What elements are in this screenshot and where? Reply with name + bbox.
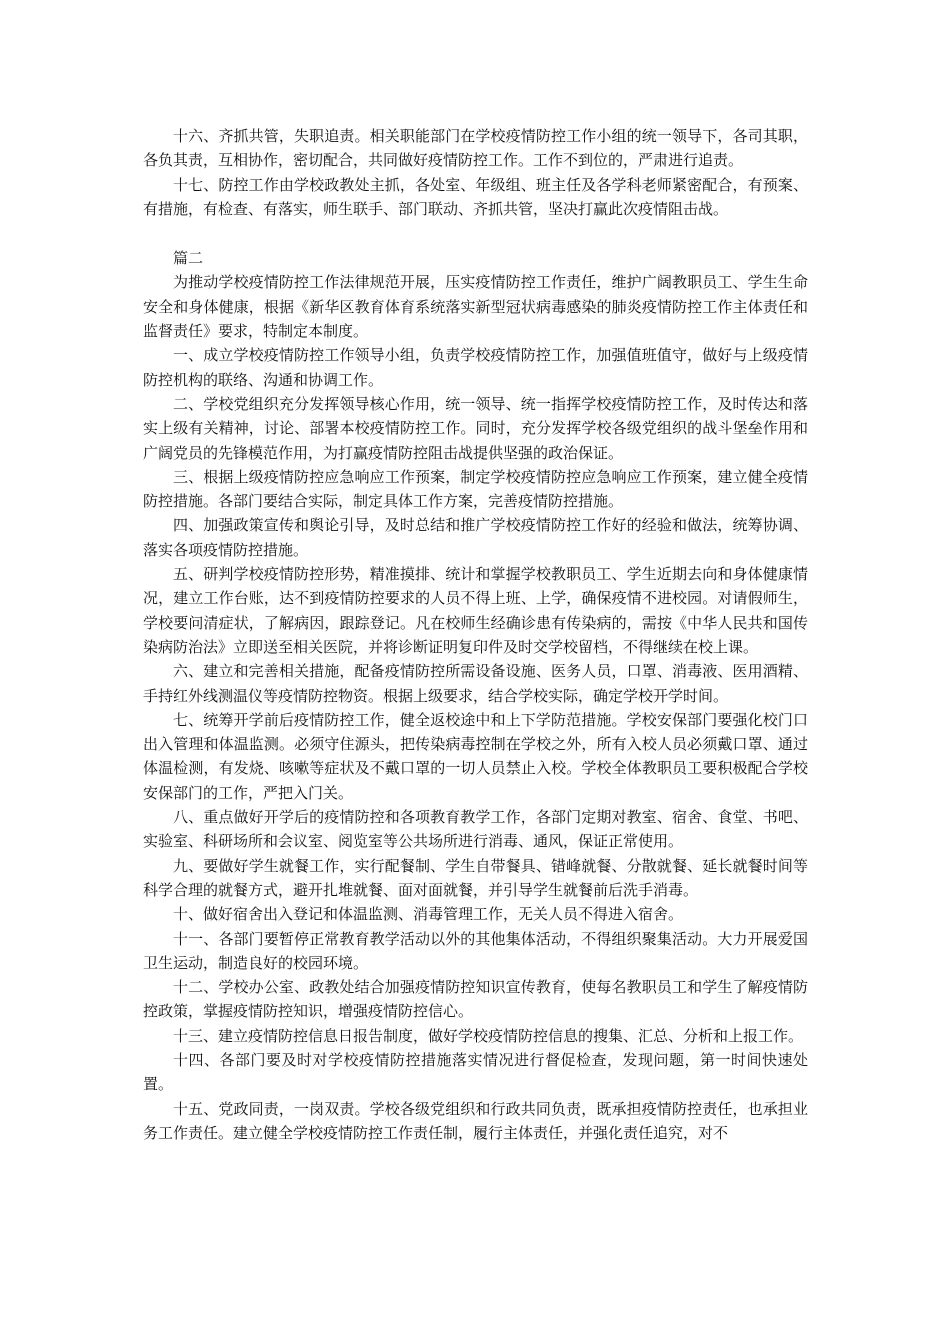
paragraph-12: 十二、学校办公室、政教处结合加强疫情防控知识宣传教育，使每名教职员工和学生了解疫情防控政策，掌握疫情防控知识，增强疫情防控信心。 [143, 978, 808, 1021]
paragraph-17: 十七、防控工作由学校政教处主抓，各处室、年级组、班主任及各学科老师紧密配合，有预案、有措施，有检查、有落实，师生联手、部门联动、齐抓共管，坚决打赢此次疫情阻击战。 [143, 175, 808, 218]
paragraph-9: 九、要做好学生就餐工作，实行配餐制、学生自带餐具、错峰就餐、分散就餐、延长就餐时间等科学合理的就餐方式，避开扎堆就餐、面对面就餐，并引导学生就餐前后洗手消毒。 [143, 856, 808, 899]
paragraph-8: 八、重点做好开学后的疫情防控和各项教育教学工作，各部门定期对教室、宿舍、食堂、书吧、实验室、科研场所和会议室、阅览室等公共场所进行消毒、通风，保证正常使用。 [143, 808, 808, 851]
paragraph-intro: 为推动学校疫情防控工作法律规范开展，压实疫情防控工作责任，维护广阔教职员工、学生生命安全和身体健康，根据《新华区教育体育系统落实新型冠状病毒感染的肺炎疫情防控工作主体责任和监督责任》要求，特制定本制度。 [143, 273, 808, 341]
section-gap [143, 221, 808, 246]
paragraph-11: 十一、各部门要暂停正常教育教学活动以外的其他集体活动，不得组织聚集活动。大力开展爱国卫生运动，制造良好的校园环境。 [143, 929, 808, 972]
paragraph-16: 十六、齐抓共管，失职追责。相关职能部门在学校疫情防控工作小组的统一领导下，各司其职，各负其责，互相协作，密切配合，共同做好疫情防控工作。工作不到位的，严肃进行追责。 [143, 127, 808, 170]
paragraph-10: 十、做好宿舍出入登记和体温监测、消毒管理工作，无关人员不得进入宿舍。 [173, 905, 684, 924]
section-heading: 篇二 [173, 249, 204, 268]
paragraph-1: 一、成立学校疫情防控工作领导小组，负责学校疫情防控工作，加强值班值守，做好与上级疫情防控机构的联络、沟通和协调工作。 [143, 346, 808, 389]
document-page [143, 124, 808, 1145]
paragraph-7: 七、统筹开学前后疫情防控工作，健全返校途中和上下学防范措施。学校安保部门要强化校门口出入管理和体温监测。必须守住源头，把传染病毒控制在学校之外，所有入校人员必须戴口罩、通过体温检测，有发烧、咳嗽等症状及不戴口罩的一切人员禁止入校。学校全体教职员工要积极配合学校安保部门的工作，严把入门关。 [143, 710, 808, 802]
paragraph-6: 六、建立和完善相关措施，配备疫情防控所需设备设施、医务人员，口罩、消毒液、医用酒精、手持红外线测温仪等疫情防控物资。根据上级要求，结合学校实际，确定学校开学时间。 [143, 662, 808, 705]
paragraph-2: 二、学校党组织充分发挥领导核心作用，统一领导、统一指挥学校疫情防控工作，及时传达和落实上级有关精神，讨论、部署本校疫情防控工作。同时，充分发挥学校各级党组织的战斗堡垒作用和广阔党员的先锋模范作用，为打赢疫情防控阻击战提供坚强的政治保证。 [143, 394, 808, 462]
paragraph-5: 五、研判学校疫情防控形势，精准摸排、统计和掌握学校教职员工、学生近期去向和身体健康情况，建立工作台账，达不到疫情防控要求的人员不得上班、上学，确保疫情不进校园。对请假师生，学校要问清症状，了解病因，跟踪登记。凡在校师生经确诊患有传染病的，需按《中华人民共和国传染病防治法》立即送至相关医院，并将诊断证明复印件及时交学校留档，不得继续在校上课。 [143, 565, 808, 656]
paragraph-15: 十五、党政同责，一岗双责。学校各级党组织和行政共同负责，既承担疫情防控责任，也承担业务工作责任。建立健全学校疫情防控工作责任制，履行主体责任，并强化责任追究，对不 [143, 1099, 808, 1142]
paragraph-4: 四、加强政策宣传和舆论引导，及时总结和推广学校疫情防控工作好的经验和做法，统筹协调、落实各项疫情防控措施。 [143, 516, 808, 559]
paragraph-14: 十四、各部门要及时对学校疫情防控措施落实情况进行督促检查，发现问题，第一时间快速处置。 [143, 1050, 808, 1094]
paragraph-3: 三、根据上级疫情防控应急响应工作预案，制定学校疫情防控应急响应工作预案，建立健全疫情防控措施。各部门要结合实际，制定具体工作方案，完善疫情防控措施。 [143, 467, 808, 511]
paragraph-13: 十三、建立疫情防控信息日报告制度，做好学校疫情防控信息的搜集、汇总、分析和上报工作。 [173, 1026, 804, 1045]
